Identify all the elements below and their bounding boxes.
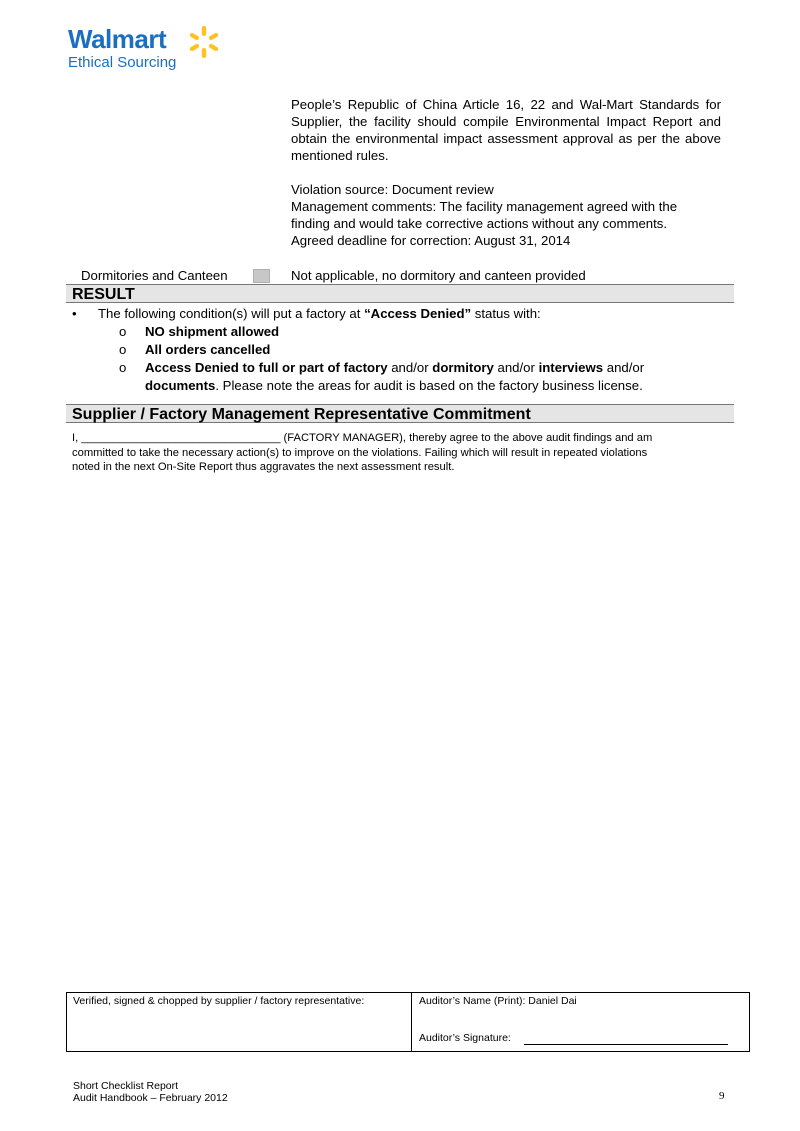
violation-source: Violation source: Document review (291, 182, 494, 197)
result-item-orders-cancelled: o All orders cancelled (119, 342, 271, 357)
management-comment-line1: Management comments: The facility management agreed with the (291, 199, 678, 214)
dormitories-label: Dormitories and Canteen (81, 268, 228, 283)
footer-handbook: Audit Handbook – February 2012 (73, 1092, 228, 1104)
walmart-spark-icon (186, 24, 222, 60)
supplier-verification-label: Verified, signed & chopped by supplier / factory representative: (73, 995, 365, 1007)
circle-bullet-icon: o (119, 360, 127, 375)
result-list (72, 305, 722, 395)
dormitories-value: Not applicable, no dormitory and canteen provided (291, 268, 586, 283)
table-divider (411, 993, 412, 1051)
auditor-name: Auditor’s Name (Print): Daniel Dai (419, 995, 577, 1007)
signature-table (66, 992, 750, 1052)
management-comment-line2: finding and would take corrective actions without any comments. (291, 216, 668, 231)
dormitories-row (66, 268, 730, 284)
logo-subtitle: Ethical Sourcing (68, 54, 177, 71)
commitment-text (72, 431, 724, 475)
result-item-access-denied: o Access Denied to full or part of factory and/or dormitory and/or interviews and/or documents. Please note the areas for audit is based on the factory business license. (119, 360, 645, 393)
correction-deadline: Agreed deadline for correction: August 31, 2014 (291, 233, 571, 248)
circle-bullet-icon: o (119, 342, 127, 357)
footer-report-name: Short Checklist Report (73, 1080, 179, 1092)
circle-bullet-icon: o (119, 324, 127, 339)
commitment-line2: committed to take the necessary action(s) to improve on the violations. Failing which will result in repeated violations (72, 446, 648, 459)
logo-wordmark: Walmart (68, 24, 167, 54)
finding-text (291, 96, 721, 249)
status-checkbox (253, 269, 270, 283)
commitment-heading: Supplier / Factory Management Representative Commitment (66, 404, 734, 423)
page-number: 9 (719, 1090, 725, 1102)
result-intro: • The following condition(s) will put a factory at “Access Denied” status with: (72, 306, 541, 321)
page-footer (73, 1080, 228, 1104)
auditor-signature-label: Auditor’s Signature: (419, 1032, 511, 1044)
finding-paragraph: People’s Republic of China Article 16, 22 and Wal-Mart Standards for Supplier, the facility should compile Environmental Impact Report and obtain the environmental impact assessment approval as per the above mentioned rules. (291, 97, 721, 163)
commitment-line3: noted in the next On-Site Report thus aggravates the next assessment result. (72, 461, 455, 473)
result-heading: RESULT (66, 284, 734, 303)
commitment-line1: I, ________________________________ (FACTORY MANAGER), thereby agree to the above audit findings and am (72, 432, 653, 444)
bullet-icon: • (72, 306, 77, 321)
result-item-no-shipment: o NO shipment allowed (119, 324, 280, 339)
walmart-logo (68, 24, 238, 76)
signature-line (524, 1044, 728, 1045)
